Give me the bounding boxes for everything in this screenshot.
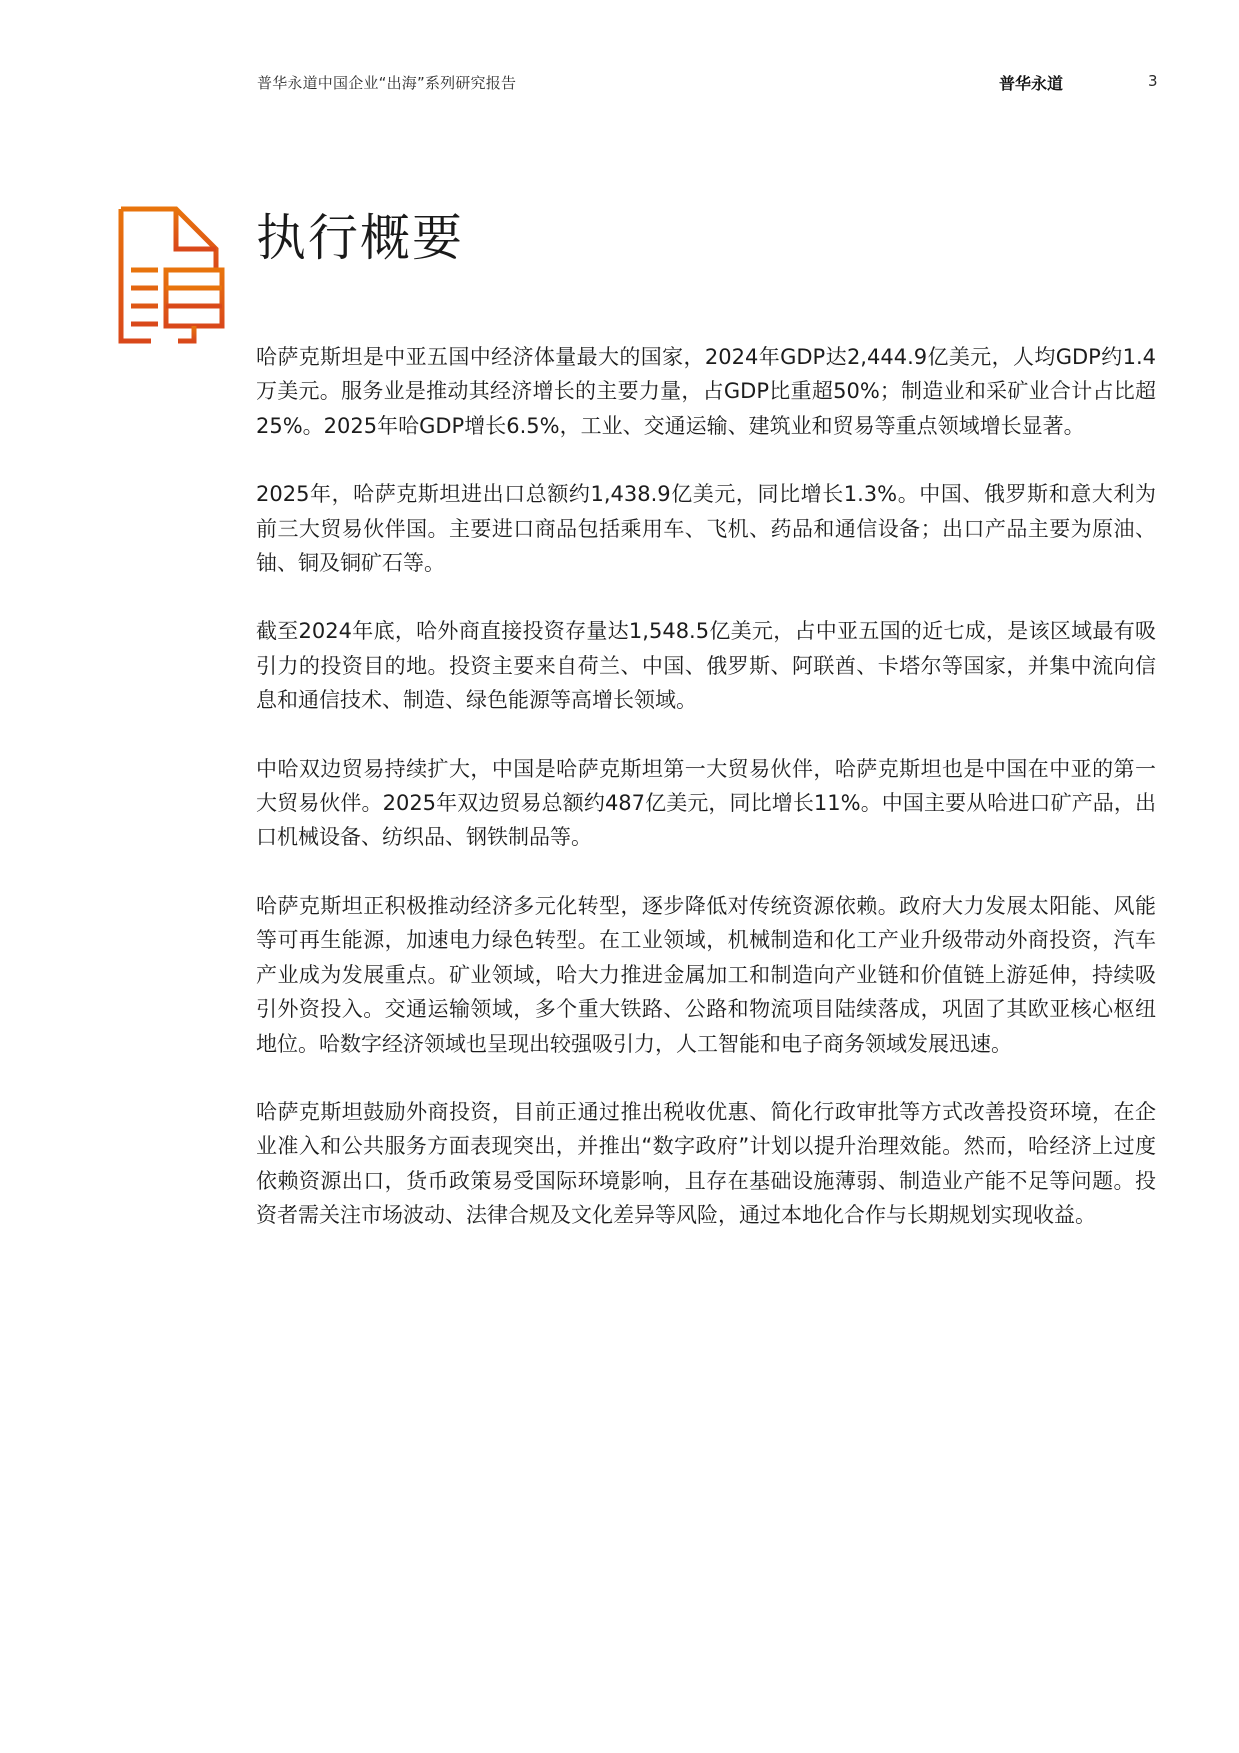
paragraph-china-kazakhstan: 中哈双边贸易持续扩大，中国是哈萨克斯坦第一大贸易伙伴，哈萨克斯坦也是中国在中亚的第一大贸易伙伴。2025年双边贸易总额约487亿美元，同比增长11%。中国主要从哈进口矿产品，出口机械设备、纺织品、钢铁制品等。 <box>256 756 1156 850</box>
section-title: 执行概要 <box>256 209 464 267</box>
brand-name: 普华永道 <box>999 74 1064 93</box>
page-number: 3 <box>1148 72 1158 90</box>
report-series-title: 普华永道中国企业“出海”系列研究报告 <box>257 74 517 92</box>
paragraph-diversification: 哈萨克斯坦正积极推动经济多元化转型，逐步降低对传统资源依赖。政府大力发展太阳能、风能等可再生能源，加速电力绿色转型。在工业领域，机械制造和化工产业升级带动外商投资，汽车产业成为发展重点。矿业领域，哈大力推进金属加工和制造向产业链和价值链上游延伸，持续吸引外资投入。交通运输领域，多个重大铁路、公路和物流项目陆续落成，巩固了其欧亚核心枢纽地位。哈数字经济领域也呈现出较强吸引力，人工智能和电子商务领域发展迅速。 <box>256 893 1156 1056</box>
document-icon <box>118 206 228 344</box>
paragraph-investment: 截至2024年底，哈外商直接投资存量达1,548.5亿美元，占中亚五国的近七成，是该区域最有吸引力的投资目的地。投资主要来自荷兰、中国、俄罗斯、阿联酋、卡塔尔等国家，并集中流向信息和通信技术、制造、绿色能源等高增长领域。 <box>256 619 1156 713</box>
body-text <box>256 340 1156 1267</box>
paragraph-investment-environment: 哈萨克斯坦鼓励外商投资，目前正通过推出税收优惠、简化行政审批等方式改善投资环境，在企业准入和公共服务方面表现突出，并推出“数字政府”计划以提升治理效能。然而，哈经济上过度依赖资源出口，货币政策易受国际环境影响，且存在基础设施薄弱、制造业产能不足等问题。投资者需关注市场波动、法律合规及文化差异等风险，通过本地化合作与长期规划实现收益。 <box>256 1099 1156 1228</box>
paragraph-overview: 哈萨克斯坦是中亚五国中经济体量最大的国家，2024年GDP达2,444.9亿美元，人均GDP约1.4万美元。服务业是推动其经济增长的主要力量，占GDP比重超50%；制造业和采矿业合计占比超25%。2025年哈GDP增长6.5%，工业、交通运输、建筑业和贸易等重点领域增长显著。 <box>256 345 1156 438</box>
paragraph-trade: 2025年，哈萨克斯坦进出口总额约1,438.9亿美元，同比增长1.3%。中国、俄罗斯和意大利为前三大贸易伙伴国。主要进口商品包括乘用车、飞机、药品和通信设备；出口产品主要为原油、铀、铜及铜矿石等。 <box>256 482 1156 576</box>
